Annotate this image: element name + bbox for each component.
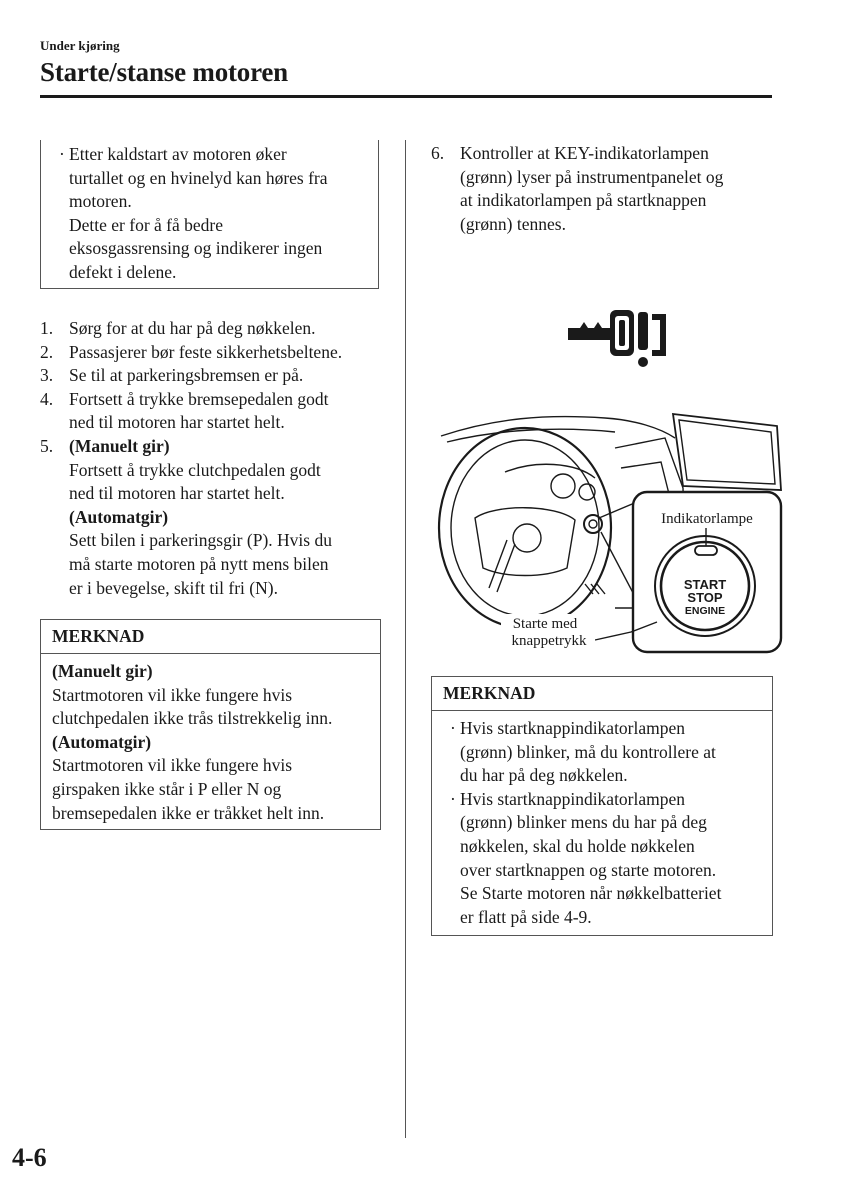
indicator-lamp <box>695 546 717 555</box>
step-line: Se til at parkeringsbremsen er på. <box>69 365 304 386</box>
merknad-body <box>41 654 380 825</box>
indicator-lamp-label: Indikatorlampe <box>661 511 753 527</box>
button-text-stop: STOP <box>687 590 723 605</box>
column-divider <box>405 140 406 1138</box>
manual-heading: (Manuelt gir) <box>69 435 170 456</box>
step-item <box>40 364 385 388</box>
step-number: 6. <box>431 143 445 163</box>
note-line: (grønn) blinker, må du kontrollere at <box>460 741 716 762</box>
note-line: over startknappen og starte motoren. <box>460 859 717 880</box>
note-line: defekt i delene. <box>69 261 177 282</box>
title-rule <box>40 95 772 98</box>
press-label-line1: Starte med <box>512 616 578 632</box>
infotainment-screen <box>673 414 781 490</box>
bullet-marker: · <box>59 144 65 164</box>
dashboard-illustration <box>435 408 787 656</box>
step-item <box>40 341 385 365</box>
step-number: 4. <box>40 388 54 409</box>
page-number: 4-6 <box>12 1143 47 1172</box>
step-line: er i bevegelse, skift til fri (N). <box>69 577 278 598</box>
note-line: Hvis startknappindikatorlampen <box>460 718 686 738</box>
note-line: er flatt på side 4-9. <box>460 906 592 927</box>
note-line: clutchpedalen ikke trås tilstrekkelig inn. <box>52 708 333 729</box>
merknad-box-left <box>40 619 381 830</box>
note-line: Se Starte motoren når nøkkelbatteriet <box>460 883 722 904</box>
merknad-body <box>432 711 772 929</box>
step-number: 5. <box>40 435 54 456</box>
note-line: (grønn) blinker mens du har på deg <box>460 812 707 833</box>
step-item <box>40 435 385 600</box>
step-number: 1. <box>40 318 54 338</box>
step-line: Fortsett å trykke bremsepedalen godt <box>69 388 329 409</box>
step-number: 3. <box>40 365 54 386</box>
note-line: nøkkelen, skal du holde nøkkelen <box>460 835 695 856</box>
bullet-marker: · <box>450 718 456 738</box>
step-line: (grønn) tennes. <box>460 213 566 234</box>
bullet-item <box>450 788 761 930</box>
page-title: Starte/stanse motoren <box>40 57 289 87</box>
step-number: 2. <box>40 341 54 362</box>
auto-heading: (Automatgir) <box>52 731 152 752</box>
bullet-item <box>450 717 761 788</box>
manual-heading: (Manuelt gir) <box>52 661 153 681</box>
merknad-box-right <box>431 676 773 936</box>
note-line: motoren. <box>69 191 132 212</box>
merknad-heading: MERKNAD <box>432 677 772 711</box>
step-line: ned til motoren har startet helt. <box>69 483 285 504</box>
step-line: må starte motoren på nytt mens bilen <box>69 553 329 574</box>
step-line: Kontroller at KEY-indikatorlampen <box>460 143 709 163</box>
step-line: Sørg for at du har på deg nøkkelen. <box>69 318 316 338</box>
step-line: Fortsett å trykke clutchpedalen godt <box>69 459 321 480</box>
note-line: Hvis startknappindikatorlampen <box>460 788 686 809</box>
merknad-heading: MERKNAD <box>41 620 380 654</box>
note-line: bremsepedalen ikke er tråkket helt inn. <box>52 802 325 823</box>
note-line: Etter kaldstart av motoren øker <box>69 144 287 164</box>
button-text-start: START <box>683 577 727 592</box>
auto-heading: (Automatgir) <box>69 506 169 527</box>
step-item <box>40 388 385 435</box>
note-line: Dette er for å få bedre <box>69 214 223 235</box>
key-warning-icon <box>566 298 668 372</box>
note-line: eksosgassrensing og indikerer ingen <box>69 238 323 259</box>
note-line: girspaken ikke står i P eller N og <box>52 778 282 799</box>
note-line: turtallet og en hvinelyd kan høres fra <box>69 167 328 188</box>
note-line: Startmotoren vil ikke fungere hvis <box>52 755 293 776</box>
step-line: Passasjerer bør feste sikkerhetsbeltene. <box>69 341 343 362</box>
step-item <box>431 142 776 236</box>
step-item <box>40 317 385 341</box>
section-label: Under kjøring <box>40 38 120 53</box>
step-line: at indikatorlampen på startknappen <box>460 190 707 211</box>
note-line: Startmotoren vil ikke fungere hvis <box>52 684 293 705</box>
step-line: Sett bilen i parkeringsgir (P). Hvis du <box>69 530 332 551</box>
step-line: ned til motoren har startet helt. <box>69 412 285 433</box>
button-text-engine: ENGINE <box>684 605 726 617</box>
bullet-item <box>59 143 370 285</box>
step-6 <box>431 142 776 236</box>
note-line: du har på deg nøkkelen. <box>460 765 628 786</box>
step-line: (grønn) lyser på instrumentpanelet og <box>460 166 724 187</box>
cold-start-note <box>40 140 379 289</box>
press-label-line2: knappetrykk <box>511 633 587 649</box>
bullet-marker: · <box>450 788 456 809</box>
start-steps-list <box>40 317 385 600</box>
